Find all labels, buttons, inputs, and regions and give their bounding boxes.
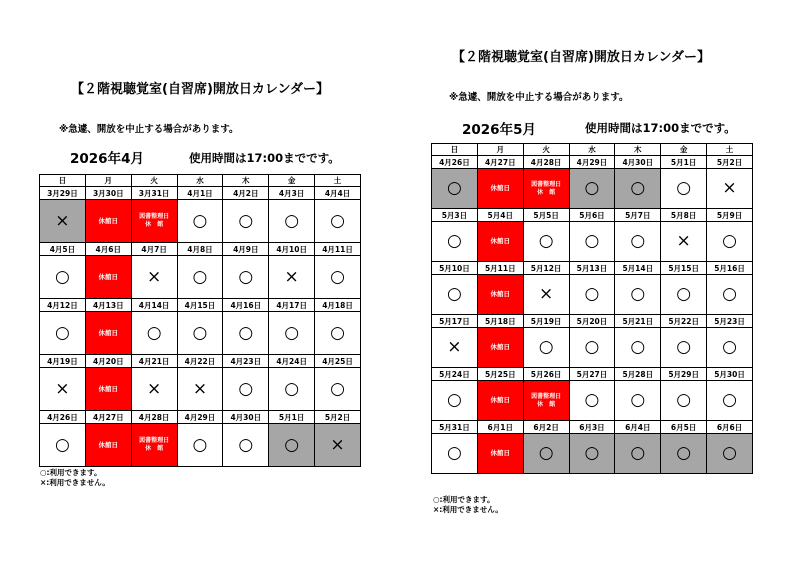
date-cell: 4月4日 (315, 187, 361, 200)
available-mark: ○ (269, 424, 315, 467)
april-notice: ※急遽、開放を中止する場合があります。 (59, 124, 239, 135)
date-cell: 4月23日 (223, 355, 269, 368)
date-cell: 5月4日 (477, 209, 523, 222)
date-cell: 4月22日 (177, 355, 223, 368)
available-mark: ○ (223, 424, 269, 467)
available-mark: ○ (569, 434, 615, 474)
date-cell: 5月30日 (707, 368, 753, 381)
date-cell: 5月27日 (569, 368, 615, 381)
available-mark: ○ (269, 312, 315, 355)
weekday-header: 月 (85, 175, 131, 187)
library-maintenance-closed-cell (523, 169, 569, 209)
status-row (40, 424, 361, 467)
date-cell: 5月9日 (707, 209, 753, 222)
maintenance-line-2: 休 館 (537, 188, 556, 196)
available-mark: ○ (661, 381, 707, 421)
status-row (40, 312, 361, 355)
date-cell: 4月19日 (40, 355, 86, 368)
date-row (40, 411, 361, 424)
status-row (432, 381, 753, 421)
may-calendar-title: 【２階視聴覚室(自習席)開放日カレンダー】 (452, 50, 711, 65)
may-hours-label: 使用時間は17:00までです。 (585, 121, 736, 135)
weekday-header: 月 (477, 144, 523, 156)
available-mark: ○ (661, 275, 707, 315)
date-cell: 5月16日 (707, 262, 753, 275)
april-calendar-table (39, 174, 361, 467)
weekday-header: 水 (569, 144, 615, 156)
april-calendar-title: 【２階視聴覚室(自習席)開放日カレンダー】 (71, 82, 330, 97)
available-mark: ○ (569, 328, 615, 368)
closed-day-cell: 休館日 (477, 434, 523, 474)
weekday-header: 日 (40, 175, 86, 187)
april-legend (40, 468, 110, 488)
legend-unavailable: ×:利用できません。 (40, 478, 110, 487)
status-row (40, 200, 361, 243)
status-row (432, 275, 753, 315)
date-cell: 5月29日 (661, 368, 707, 381)
may-calendar-table (431, 143, 753, 474)
maintenance-line-1: 図書整理日 (139, 437, 170, 444)
available-mark: ○ (615, 222, 661, 262)
date-cell: 4月3日 (269, 187, 315, 200)
date-cell: 5月18日 (477, 315, 523, 328)
available-mark: ○ (223, 312, 269, 355)
date-cell: 5月14日 (615, 262, 661, 275)
weekday-header: 金 (661, 144, 707, 156)
unavailable-mark: × (131, 256, 177, 299)
unavailable-mark: × (661, 222, 707, 262)
library-maintenance-closed-cell (131, 424, 177, 467)
date-cell: 4月6日 (85, 243, 131, 256)
weekday-header: 木 (615, 144, 661, 156)
date-cell: 6月5日 (661, 421, 707, 434)
date-cell: 4月28日 (131, 411, 177, 424)
weekday-header: 日 (432, 144, 478, 156)
maintenance-line-2: 休 館 (145, 445, 164, 452)
date-cell: 5月17日 (432, 315, 478, 328)
date-cell: 5月26日 (523, 368, 569, 381)
date-row (40, 355, 361, 368)
date-cell: 5月7日 (615, 209, 661, 222)
legend-available: ○:利用できます。 (433, 495, 495, 504)
library-maintenance-closed-cell (523, 381, 569, 421)
available-mark: ○ (177, 256, 223, 299)
weekday-header: 水 (177, 175, 223, 187)
maintenance-line-2: 休 館 (537, 400, 556, 408)
date-cell: 6月1日 (477, 421, 523, 434)
date-cell: 5月23日 (707, 315, 753, 328)
available-mark: ○ (661, 328, 707, 368)
date-cell: 5月12日 (523, 262, 569, 275)
date-cell: 6月6日 (707, 421, 753, 434)
date-cell: 4月13日 (85, 299, 131, 312)
date-cell: 5月1日 (661, 156, 707, 169)
date-cell: 5月19日 (523, 315, 569, 328)
date-cell: 4月15日 (177, 299, 223, 312)
unavailable-mark: × (707, 169, 753, 209)
date-row (40, 299, 361, 312)
may-notice: ※急遽、開放を中止する場合があります。 (449, 92, 629, 103)
available-mark: ○ (432, 222, 478, 262)
date-row (40, 243, 361, 256)
available-mark: ○ (569, 275, 615, 315)
may-legend (433, 495, 503, 515)
date-cell: 5月20日 (569, 315, 615, 328)
date-cell: 4月26日 (40, 411, 86, 424)
april-month-label: 2026年4月 (70, 151, 144, 167)
available-mark: ○ (432, 381, 478, 421)
date-row (432, 315, 753, 328)
available-mark: ○ (707, 381, 753, 421)
available-mark: ○ (432, 169, 478, 209)
date-cell: 5月1日 (269, 411, 315, 424)
date-cell: 4月11日 (315, 243, 361, 256)
date-cell: 4月27日 (477, 156, 523, 169)
available-mark: ○ (40, 424, 86, 467)
date-cell: 4月1日 (177, 187, 223, 200)
unavailable-mark: × (269, 256, 315, 299)
date-cell: 5月22日 (661, 315, 707, 328)
unavailable-mark: × (315, 424, 361, 467)
weekday-header: 火 (131, 175, 177, 187)
closed-day-cell: 休館日 (85, 312, 131, 355)
status-row (432, 222, 753, 262)
available-mark: ○ (315, 256, 361, 299)
closed-day-cell: 休館日 (85, 368, 131, 411)
available-mark: ○ (707, 275, 753, 315)
available-mark: ○ (131, 312, 177, 355)
weekday-header: 土 (315, 175, 361, 187)
available-mark: ○ (707, 434, 753, 474)
date-cell: 4月17日 (269, 299, 315, 312)
available-mark: ○ (315, 312, 361, 355)
closed-day-cell: 休館日 (477, 222, 523, 262)
available-mark: ○ (615, 169, 661, 209)
available-mark: ○ (223, 200, 269, 243)
closed-day-cell: 休館日 (85, 200, 131, 243)
date-cell: 6月4日 (615, 421, 661, 434)
date-cell: 5月2日 (707, 156, 753, 169)
available-mark: ○ (432, 275, 478, 315)
available-mark: ○ (523, 434, 569, 474)
closed-day-cell: 休館日 (477, 328, 523, 368)
date-cell: 4月10日 (269, 243, 315, 256)
available-mark: ○ (615, 275, 661, 315)
date-cell: 3月30日 (85, 187, 131, 200)
status-row (432, 328, 753, 368)
date-cell: 4月9日 (223, 243, 269, 256)
available-mark: ○ (523, 222, 569, 262)
date-cell: 4月14日 (131, 299, 177, 312)
weekday-header: 木 (223, 175, 269, 187)
unavailable-mark: × (432, 328, 478, 368)
unavailable-mark: × (177, 368, 223, 411)
date-cell: 5月24日 (432, 368, 478, 381)
unavailable-mark: × (131, 368, 177, 411)
date-cell: 4月20日 (85, 355, 131, 368)
available-mark: ○ (177, 200, 223, 243)
date-row (432, 368, 753, 381)
date-cell: 4月21日 (131, 355, 177, 368)
date-cell: 3月31日 (131, 187, 177, 200)
date-cell: 5月28日 (615, 368, 661, 381)
weekday-header: 火 (523, 144, 569, 156)
date-cell: 6月3日 (569, 421, 615, 434)
closed-day-cell: 休館日 (85, 424, 131, 467)
status-row (40, 256, 361, 299)
closed-day-cell: 休館日 (85, 256, 131, 299)
date-row (40, 187, 361, 200)
date-cell: 5月31日 (432, 421, 478, 434)
available-mark: ○ (523, 328, 569, 368)
status-row (432, 169, 753, 209)
closed-day-cell: 休館日 (477, 275, 523, 315)
available-mark: ○ (569, 169, 615, 209)
date-cell: 5月6日 (569, 209, 615, 222)
available-mark: ○ (315, 368, 361, 411)
available-mark: ○ (661, 434, 707, 474)
legend-available: ○:利用できます。 (40, 468, 102, 477)
date-cell: 5月2日 (315, 411, 361, 424)
date-cell: 5月21日 (615, 315, 661, 328)
available-mark: ○ (615, 381, 661, 421)
available-mark: ○ (569, 381, 615, 421)
date-cell: 4月30日 (615, 156, 661, 169)
date-cell: 5月25日 (477, 368, 523, 381)
date-cell: 4月18日 (315, 299, 361, 312)
maintenance-line-1: 図書整理日 (531, 392, 562, 400)
date-row (432, 209, 753, 222)
date-cell: 4月26日 (432, 156, 478, 169)
available-mark: ○ (615, 434, 661, 474)
date-cell: 4月5日 (40, 243, 86, 256)
available-mark: ○ (707, 328, 753, 368)
may-month-label: 2026年5月 (462, 122, 536, 138)
available-mark: ○ (269, 200, 315, 243)
available-mark: ○ (177, 312, 223, 355)
maintenance-line-1: 図書整理日 (139, 213, 170, 220)
available-mark: ○ (615, 328, 661, 368)
april-hours-label: 使用時間は17:00までです。 (189, 151, 340, 165)
available-mark: ○ (315, 200, 361, 243)
date-row (432, 421, 753, 434)
date-row (432, 262, 753, 275)
status-row (432, 434, 753, 474)
unavailable-mark: × (40, 368, 86, 411)
weekday-header: 土 (707, 144, 753, 156)
date-cell: 5月8日 (661, 209, 707, 222)
available-mark: ○ (223, 256, 269, 299)
date-cell: 4月24日 (269, 355, 315, 368)
maintenance-line-1: 図書整理日 (531, 180, 562, 188)
date-cell: 4月8日 (177, 243, 223, 256)
date-cell: 4月7日 (131, 243, 177, 256)
status-row (40, 368, 361, 411)
available-mark: ○ (177, 424, 223, 467)
available-mark: ○ (269, 368, 315, 411)
date-cell: 4月12日 (40, 299, 86, 312)
date-cell: 6月2日 (523, 421, 569, 434)
available-mark: ○ (569, 222, 615, 262)
date-cell: 5月10日 (432, 262, 478, 275)
date-cell: 4月28日 (523, 156, 569, 169)
available-mark: ○ (707, 222, 753, 262)
available-mark: ○ (661, 169, 707, 209)
date-cell: 3月29日 (40, 187, 86, 200)
date-cell: 5月13日 (569, 262, 615, 275)
legend-unavailable: ×:利用できません。 (433, 505, 503, 514)
date-cell: 4月29日 (569, 156, 615, 169)
date-cell: 4月27日 (85, 411, 131, 424)
date-row (432, 156, 753, 169)
unavailable-mark: × (523, 275, 569, 315)
date-cell: 5月5日 (523, 209, 569, 222)
library-maintenance-closed-cell (131, 200, 177, 243)
weekday-header: 金 (269, 175, 315, 187)
date-cell: 5月3日 (432, 209, 478, 222)
available-mark: ○ (432, 434, 478, 474)
available-mark: ○ (40, 256, 86, 299)
available-mark: ○ (223, 368, 269, 411)
unavailable-mark: × (40, 200, 86, 243)
date-cell: 4月2日 (223, 187, 269, 200)
available-mark: ○ (40, 312, 86, 355)
closed-day-cell: 休館日 (477, 381, 523, 421)
date-cell: 4月30日 (223, 411, 269, 424)
maintenance-line-2: 休 館 (145, 221, 164, 228)
date-cell: 4月25日 (315, 355, 361, 368)
date-cell: 4月29日 (177, 411, 223, 424)
date-cell: 5月11日 (477, 262, 523, 275)
closed-day-cell: 休館日 (477, 169, 523, 209)
date-cell: 4月16日 (223, 299, 269, 312)
date-cell: 5月15日 (661, 262, 707, 275)
